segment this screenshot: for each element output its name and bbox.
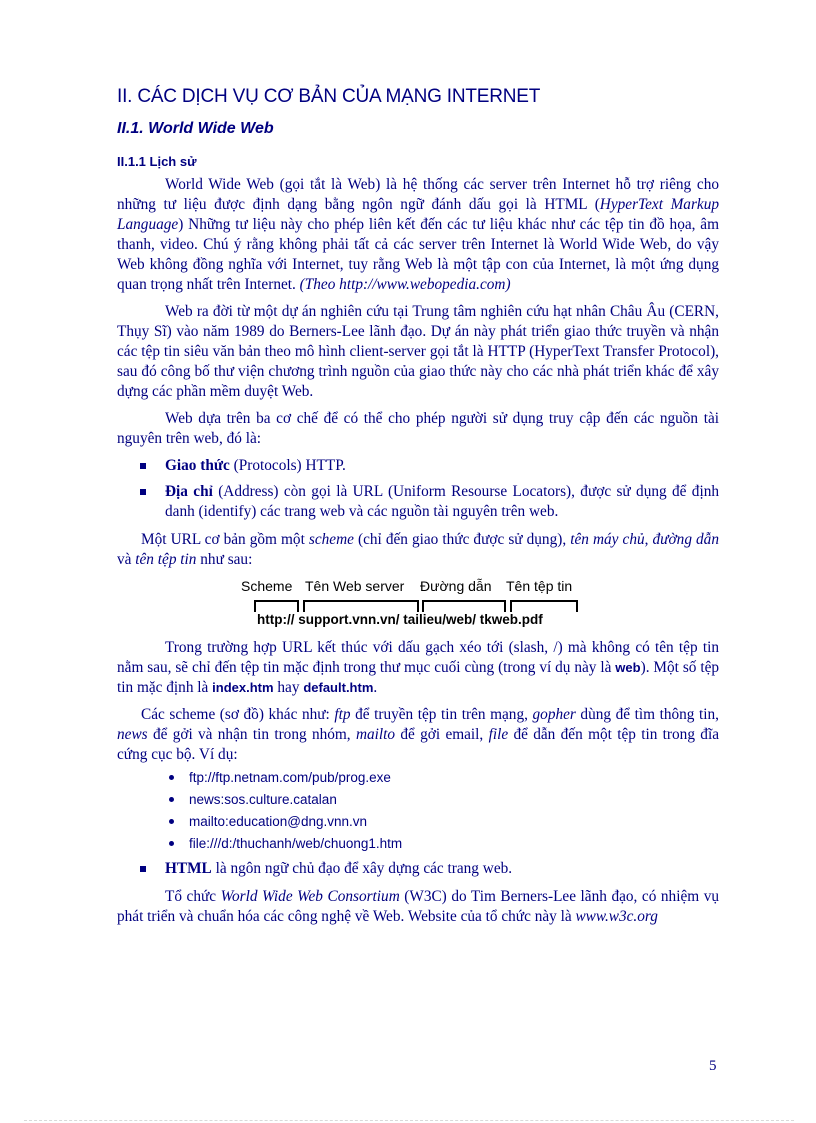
text-run: dùng để tìm thông tin, bbox=[575, 706, 719, 723]
text-run-italic: ftp bbox=[334, 706, 351, 723]
paragraph-history: Web ra đời từ một dự án nghiên cứu tại Trung tâm nghiên cứu hạt nhân Châu Âu (CERN, Thụy Sĩ) vào năm 1989 do Berners-Lee lãnh đạo. Dự án này phát triển giao thức truyền và nhận các tệp tin siêu văn bản theo mô hình client-server gọi tắt là HTTP (HyperText Transfer Protocol), sau đó công bố thư viện chương trình nguồn của giao thức này cho các nhà phát triển khác để xây dựng các phần mềm duyệt Web. bbox=[117, 303, 719, 400]
round-bullet-icon bbox=[169, 819, 174, 824]
section-heading: II. CÁC DỊCH VỤ CƠ BẢN CỦA MẠNG INTERNET bbox=[117, 86, 541, 107]
text-run-bold: web bbox=[615, 660, 641, 675]
text-run: . bbox=[373, 679, 378, 696]
list-item bbox=[117, 789, 719, 811]
example-text: file:///d:/thuchanh/web/chuong1.htm bbox=[189, 836, 403, 851]
text-run: để gởi và nhận tin trong nhóm, bbox=[147, 726, 356, 743]
source-citation: (Theo http://www.webopedia.com) bbox=[299, 276, 511, 293]
text-run: hay bbox=[273, 679, 304, 696]
bullet-term: Địa chỉ bbox=[165, 483, 213, 500]
text-run: (W3C) do Tim Berners-Lee lãnh đạo, có nhiệm vụ phát triển và chuẩn hóa các công nghệ về Web. Website của tổ chức này là bbox=[117, 888, 719, 925]
subsection-heading: II.1. World Wide Web bbox=[117, 120, 274, 137]
page-content bbox=[117, 86, 719, 927]
bracket-file bbox=[510, 600, 578, 612]
paragraph-url-parts bbox=[117, 530, 719, 570]
text-run-bold: default.htm bbox=[303, 680, 374, 695]
text-run-italic: HyperText Markup Language bbox=[117, 196, 719, 233]
text-run: Tổ chức bbox=[165, 888, 221, 905]
diagram-label-file: Tên tệp tin bbox=[506, 578, 573, 594]
text-run: để truyền tệp tin trên mạng, bbox=[350, 706, 533, 723]
text-run-italic: tên tệp tin bbox=[135, 551, 197, 568]
example-url: http:// support.vnn.vn/ tailieu/web/ tkweb.pdf bbox=[257, 612, 543, 627]
paragraph-default-file bbox=[117, 638, 719, 698]
bracket-path bbox=[422, 600, 506, 612]
text-run-italic: đường dẫn bbox=[652, 531, 719, 548]
text-run-italic: scheme bbox=[308, 531, 354, 548]
text-run-italic: tên máy chủ bbox=[570, 531, 645, 548]
round-bullet-icon bbox=[169, 841, 174, 846]
text-run: để dẫn đến một tệp tin trong đĩa cứng cục bộ. Ví dụ: bbox=[117, 726, 719, 763]
text-run-italic: mailto bbox=[355, 726, 396, 743]
text-run-bold: index.htm bbox=[212, 680, 274, 695]
bracket-host bbox=[303, 600, 419, 612]
page-number: 5 bbox=[709, 1058, 717, 1074]
bullet-text: là ngôn ngữ chủ đạo để xây dựng các trang web. bbox=[211, 860, 513, 877]
text-run: (chỉ đến giao thức được sử dụng), bbox=[353, 531, 571, 548]
list-item bbox=[117, 833, 719, 855]
paragraph-w3c bbox=[117, 887, 719, 927]
diagram-label-host: Tên Web server bbox=[305, 578, 405, 594]
text-run: ) Những tư liệu này cho phép liên kết đến các tư liệu khác như các tệp tin đồ họa, âm thanh, video. Chú ý rằng không phải tất cả các server trên Internet là World Wide Web, do vậy Web không đồng nghĩa với Internet, tuy rằng Web là một tập con của Internet, là một ứng dụng quan trọng nhất trên Internet. bbox=[117, 216, 719, 293]
diagram-label-scheme: Scheme bbox=[241, 578, 293, 594]
text-run-italic: World Wide Web Consortium bbox=[220, 888, 400, 905]
example-text: ftp://ftp.netnam.com/pub/prog.exe bbox=[189, 770, 391, 785]
list-item bbox=[117, 767, 719, 789]
bullet-term: HTML bbox=[165, 860, 212, 877]
square-bullet-icon bbox=[140, 866, 146, 872]
bullet-term: Giao thức bbox=[165, 457, 230, 474]
text-run: Trong trường hợp URL kết thúc với dấu gạch xéo tới (slash, /) mà không có tên tệp tin nằm sau, sẽ chỉ đến tệp tin mặc định trong thư mục cuối cùng (trong ví dụ này là bbox=[117, 639, 719, 676]
text-run-italic: www.w3c.org bbox=[575, 908, 658, 925]
paragraph-other-schemes bbox=[117, 705, 719, 765]
subsubsection-heading: II.1.1 Lịch sử bbox=[117, 154, 197, 169]
paragraph-intro bbox=[117, 175, 719, 295]
page-bottom-divider bbox=[24, 1120, 794, 1121]
paragraph-mechanisms: Web dựa trên ba cơ chế để có thể cho phép người sử dụng truy cập đến các nguồn tài nguyên trên web, đó là: bbox=[117, 410, 719, 447]
list-item bbox=[117, 811, 719, 833]
bullet-item-address bbox=[117, 482, 719, 522]
round-bullet-icon bbox=[169, 797, 174, 802]
text-run: , bbox=[644, 531, 653, 548]
text-run-italic: file bbox=[488, 726, 509, 743]
text-run: Các scheme (sơ đồ) khác như: bbox=[141, 706, 335, 723]
example-list bbox=[117, 767, 719, 855]
text-run: như sau: bbox=[196, 551, 253, 568]
text-run: và bbox=[117, 551, 136, 568]
bullet-item-protocol bbox=[117, 456, 719, 476]
text-run: World Wide Web (gọi tắt là Web) là hệ thống các server trên Internet hỗ trợ riêng cho những tư liệu được định dạng bằng ngôn ngữ đánh dấu gọi là HTML ( bbox=[117, 176, 719, 213]
url-structure-diagram bbox=[117, 578, 719, 634]
example-text: news:sos.culture.catalan bbox=[189, 792, 337, 807]
round-bullet-icon bbox=[169, 775, 174, 780]
diagram-label-path: Đường dẫn bbox=[420, 578, 492, 594]
text-run: ). Một số tệp tin mặc định là bbox=[117, 659, 720, 696]
square-bullet-icon bbox=[140, 489, 146, 495]
text-run: Một URL cơ bản gồm một bbox=[141, 531, 309, 548]
text-run-italic: gopher bbox=[532, 706, 576, 723]
bullet-text: (Protocols) HTTP. bbox=[229, 457, 346, 474]
bracket-scheme bbox=[254, 600, 299, 612]
text-run-italic: news bbox=[117, 726, 148, 743]
square-bullet-icon bbox=[140, 463, 146, 469]
bullet-text: (Address) còn gọi là URL (Uniform Resourse Locators), được sử dụng để định danh (identify) các trang web và các nguồn tài nguyên trên web. bbox=[165, 483, 719, 520]
example-text: mailto:education@dng.vnn.vn bbox=[189, 814, 368, 829]
bullet-item-html bbox=[117, 859, 719, 879]
text-run: để gởi email, bbox=[395, 726, 489, 743]
